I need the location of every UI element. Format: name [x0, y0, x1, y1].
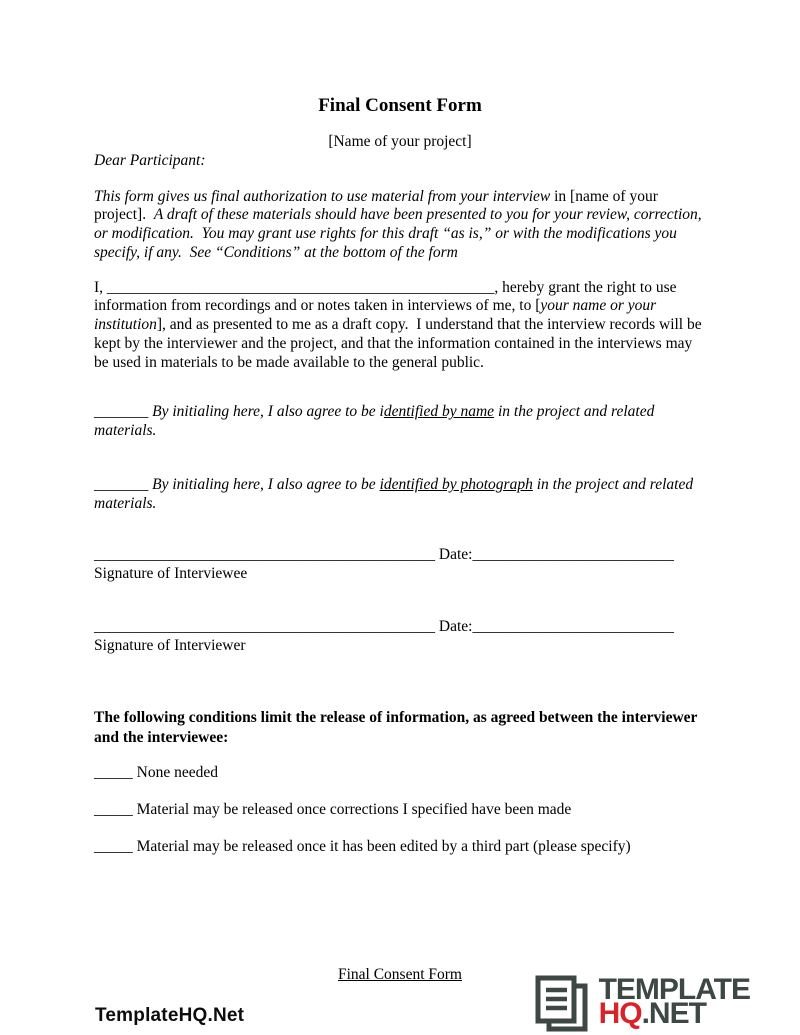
option-label: None needed — [132, 764, 218, 782]
option-blank: _____ — [94, 764, 133, 782]
identified-by-name-underlined: dentified by name — [383, 403, 495, 421]
option-label: Material may be released once corrections I specified have been made — [132, 800, 572, 818]
logo-wordmark — [598, 973, 750, 1030]
initial-clause-post: in the project and related materials. — [94, 403, 659, 440]
signature-caption: Signature of Interviewer — [94, 636, 246, 654]
templatehq-logo — [534, 975, 750, 1033]
intro-italic-rest: A draft of these materials should have been presented to you for your review, correction, or modification. You may grant use rights for this draft “as is,” or with the modifications you specify, if any. See “Conditions” at the bottom of the form — [94, 206, 706, 261]
grant-tail: ], and as presented to me as a draft copy. I understand that the interview records will be kept by the interviewer and the project, and that the information contained in the interviews may be used in materials to be made available to the general public. — [94, 316, 706, 371]
initials-blank: _______ — [94, 475, 149, 493]
signature-blank: ____________________________________________ — [94, 617, 435, 635]
conditions-heading: The following conditions limit the release of information, as agreed between the interviewer and the interviewee: — [94, 709, 702, 746]
site-name: TemplateHQ.Net — [95, 1005, 245, 1026]
footer-doc-label: Final Consent Form — [337, 966, 462, 983]
page-title: Final Consent Form — [318, 95, 482, 116]
project-name-line: [Name of your project] — [328, 132, 472, 150]
option-blank: _____ — [94, 837, 133, 855]
intro-paragraph — [94, 188, 706, 263]
initials-blank: _______ — [94, 403, 149, 421]
logo-net-text: NET — [648, 997, 706, 1030]
interviewer-signature-block — [94, 618, 706, 656]
date-label: Date: — [435, 617, 473, 635]
grant-lead: I, — [94, 278, 107, 296]
signature-line-row — [94, 618, 706, 637]
signature-line-row — [94, 546, 706, 565]
date-blank: __________________________ — [472, 546, 674, 564]
identified-by-photograph-underlined: identified by photograph — [379, 475, 533, 493]
option-blank: _____ — [94, 800, 133, 818]
name-fill-in-blank: __________________________________________________ — [106, 278, 495, 296]
institution-placeholder: your name or your institution — [94, 297, 661, 334]
logo-template-text: TEMPLATE — [598, 973, 750, 1006]
intro-italic-lead: This form gives us final authorization to use material from your interview — [94, 187, 551, 205]
condition-option-corrections — [94, 801, 706, 820]
condition-option-third-party-edit — [94, 838, 706, 857]
condition-option-none-needed — [94, 764, 706, 783]
date-label: Date: — [435, 546, 473, 564]
initial-clause-post: in the project and related materials. — [94, 475, 697, 512]
grant-paragraph — [94, 279, 706, 373]
salutation: Dear Participant: — [94, 151, 206, 169]
signature-caption: Signature of Interviewee — [94, 565, 248, 583]
intro-roman-mid: in [name of your project]. — [94, 187, 662, 224]
date-blank: __________________________ — [472, 617, 674, 635]
initial-clause-pre: By initialing here, I also agree to be i — [148, 403, 384, 421]
initial-by-name-paragraph — [94, 403, 706, 441]
interviewee-signature-block — [94, 546, 706, 584]
document-pages-icon — [534, 975, 594, 1033]
option-label: Material may be released once it has been edited by a third part (please specify) — [132, 837, 631, 855]
signature-blank: ____________________________________________ — [94, 546, 435, 564]
initial-clause-pre: By initialing here, I also agree to be — [148, 475, 380, 493]
logo-dot-text: . — [641, 997, 649, 1030]
initial-by-photograph-paragraph — [94, 476, 706, 514]
grant-after-blank: , hereby grant the right to use information from recordings and or notes taken in interviews of me, to [ — [94, 278, 681, 315]
logo-hq-text: HQ — [598, 997, 642, 1030]
